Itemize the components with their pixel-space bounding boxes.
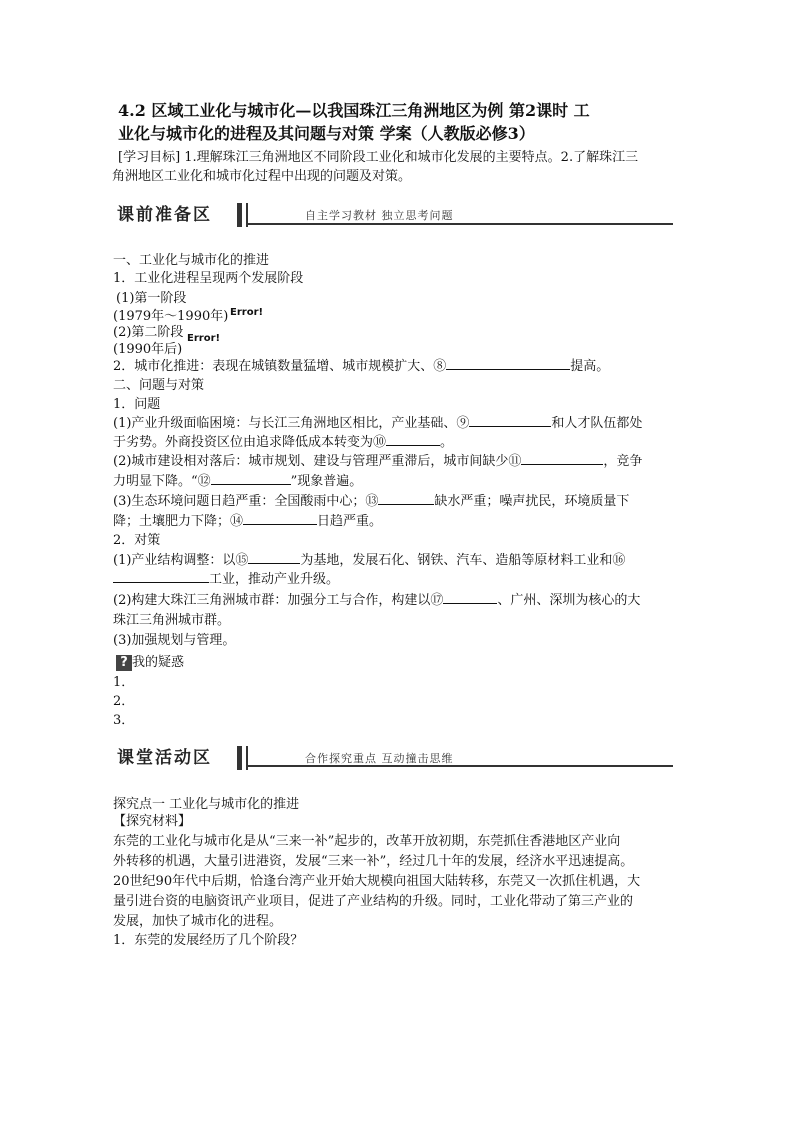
answer-blank[interactable] [378, 492, 434, 505]
doubt-item: 1． [113, 675, 135, 690]
banner-rule [248, 223, 673, 225]
fill-in-line [113, 412, 642, 431]
text: 降；土壤肥力下降；⑭ [113, 514, 244, 529]
answer-blank[interactable] [521, 452, 603, 465]
paragraph: (1)第一阶段 [116, 291, 187, 306]
doubts-label: 我的疑惑 [132, 655, 185, 670]
material-heading: 【探究材料】 [113, 814, 192, 829]
answer-blank[interactable] [443, 591, 497, 604]
text: 和人才队伍都处 [551, 416, 643, 431]
material-text: 量引进台资的电脑资讯产业项目，促进了产业结构的升级。同时，工业化带动了第三产业的 [113, 894, 634, 909]
paragraph: (2)第二阶段 [113, 325, 184, 340]
error-placeholder: Error! [230, 307, 264, 318]
error-placeholder: Error! [187, 333, 221, 344]
fill-in-line [113, 450, 642, 469]
fill-in-line [113, 568, 339, 587]
answer-blank[interactable] [211, 472, 291, 485]
answer-blank[interactable] [248, 551, 300, 564]
text: 2．城市化推进：表现在城镇数量猛增、城市规模扩大、⑧ [113, 359, 447, 374]
text: 于劣势。外商投资区位由追求降低成本转变为⑩ [113, 435, 387, 450]
paragraph: 2．对策 [113, 533, 161, 548]
paragraph: (1979年～1990年) [113, 309, 229, 324]
text: (3)生态环境问题日趋严重：全国酸雨中心；⑬ [113, 494, 379, 509]
inquiry-heading: 探究点一 工业化与城市化的推进 [113, 797, 300, 812]
fill-in-line [113, 549, 625, 568]
doubt-item: 3． [113, 713, 135, 728]
section-heading: 二、问题与对策 [113, 378, 205, 393]
banner-label: 课前准备区 [117, 205, 212, 225]
text: 缺水严重；噪声扰民，环境质量下 [434, 494, 630, 509]
page-title-line-1: 4.2 区域工业化与城市化—以我国珠江三角洲地区为例 第2课时 工 [118, 101, 590, 120]
section-banner-inclass [113, 746, 673, 772]
text: 。 [440, 435, 454, 450]
material-text: 20世纪90年代中后期，恰逢台湾产业开始大规模向祖国大陆转移，东莞又一次抓住机遇，大 [113, 874, 641, 889]
banner-subtitle: 合作探究重点 互动撞击思维 [305, 752, 454, 765]
question-mark-icon: ? [116, 655, 132, 671]
text: ”现象普遍。 [290, 474, 363, 489]
text: 为基地，发展石化、钢铁、汽车、造船等原材料工业和⑯ [300, 553, 626, 568]
text: (2)构建大珠江三角洲城市群：加强分工与合作，构建以⑰ [113, 593, 444, 608]
material-text: 外转移的机遇，大量引进港资，发展“三来一补”，经过几十年的发展，经济水平迅速提高。 [113, 854, 634, 869]
text: (1)产业结构调整：以⑮ [113, 553, 249, 568]
fill-in-line [113, 589, 640, 608]
text: 提高。 [570, 359, 610, 374]
text: 日趋严重。 [317, 514, 383, 529]
question: 1．东莞的发展经历了几个阶段？ [113, 933, 304, 948]
paragraph: 1．问题 [113, 397, 161, 412]
doubt-item: 2． [113, 694, 135, 709]
answer-blank[interactable] [386, 433, 440, 446]
material-text: 东莞的工业化与城市化是从“三来一补”起步的，改革开放初期，东莞抓住香港地区产业向 [113, 834, 621, 849]
fill-in-line [113, 510, 382, 529]
banner-divider [237, 746, 242, 770]
learning-objective-line-2: 角洲地区工业化和城市化过程中出现的问题及对策。 [112, 169, 412, 184]
section-banner-preclass [113, 203, 673, 229]
paragraph: 1．工业化进程呈现两个发展阶段 [113, 271, 304, 286]
section-heading: 一、工业化与城市化的推进 [113, 253, 270, 268]
fill-in-line [113, 470, 362, 489]
text: 工业，推动产业升级。 [209, 572, 340, 587]
answer-blank[interactable] [469, 414, 551, 427]
text: 、广州、深圳为核心的大 [497, 593, 641, 608]
banner-subtitle: 自主学习教材 独立思考问题 [305, 209, 454, 222]
answer-blank[interactable] [446, 357, 570, 370]
answer-blank[interactable] [113, 570, 209, 583]
material-text: 发展，加快了城市化的进程。 [113, 914, 283, 929]
text: (2)城市建设相对落后：城市规划、建设与管理严重滞后，城市间缺少⑪ [113, 454, 522, 469]
fill-in-line [113, 431, 453, 450]
my-doubts [116, 651, 184, 671]
paragraph: (3)加强规划与管理。 [113, 633, 236, 648]
text: (1)产业升级面临困境：与长江三角洲地区相比，产业基础、⑨ [113, 416, 470, 431]
fill-in-line [113, 490, 629, 509]
paragraph: 珠江三角洲城市群。 [113, 613, 231, 628]
answer-blank[interactable] [243, 512, 317, 525]
paragraph: (1990年后) [113, 342, 183, 357]
banner-divider [237, 203, 242, 227]
banner-label: 课堂活动区 [117, 748, 212, 768]
fill-in-line [113, 355, 609, 374]
page-title-line-2: 业化与城市化的进程及其问题与对策 学案（人教版必修3） [118, 124, 535, 143]
learning-objective-line-1: [学习目标] 1.理解珠江三角洲地区不同阶段工业化和城市化发展的主要特点。2.了解珠江三 [118, 150, 639, 165]
text: 力明显下降。“⑫ [113, 474, 211, 489]
text: ，竞争 [603, 454, 643, 469]
